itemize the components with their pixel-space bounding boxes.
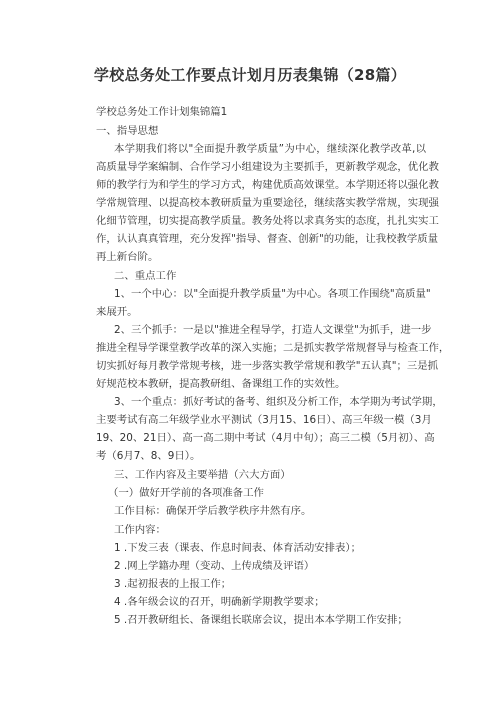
paragraph-line: 再上新台阶。: [96, 251, 159, 263]
paragraph-line: 19、20、21日）、高一高二期中考试（4月中旬）；高三二模（5月初）、高: [96, 432, 435, 444]
paragraph-line: 3、一个重点：抓好考试的备考、组织及分析工作，本学期为考试学期，: [114, 396, 443, 408]
list-item: 4 .各年级会议的召开，明确新学期教学要求；: [114, 596, 325, 608]
subsection-heading: 一、指导思想: [96, 125, 159, 137]
section-heading: 学校总务处工作计划集锦篇1: [96, 106, 228, 118]
paragraph-line: 工作内容：: [114, 524, 166, 536]
paragraph-line: 化细节管理，切实提高教学质量。教务处将以求真务实的态度，扎扎实实工: [96, 215, 439, 227]
subsection-heading: 三、工作内容及主要举措（六大方面）: [114, 469, 291, 481]
paragraph-line: 考（6月7、8、9日）。: [96, 450, 201, 462]
paragraph-line: 来展开。: [96, 306, 138, 318]
paragraph-line: 本学期我们将以"全面提升教学质量”为中心，继续深化教学改革,以: [114, 143, 426, 155]
paragraph-line: 工作目标：确保开学后教学秩序井然有序。: [114, 505, 312, 517]
paragraph-line: 师的教学行为和学生的学习方式，构建优质高效课堂。本学期还将以强化教: [96, 179, 439, 191]
list-item: 3 .起初报表的上报工作；: [114, 578, 232, 590]
paragraph-line: 高质量导学案编制、合作学习小组建设为主要抓手，更新教学观念，优化教: [96, 161, 439, 173]
subsection-heading: （一）做好开学前的各项准备工作: [108, 487, 264, 499]
list-item: 1 .下发三表（课表、作息时间表、体育活动安排表）；: [114, 542, 361, 554]
paragraph-line: 作，认认真真管理，充分发挥"指导、督查、创新"的功能，让我校教学质量: [96, 233, 439, 245]
paragraph-line: 2、三个抓手：一是以"推进全程导学，打造人文课堂"为抓手，进一步: [114, 324, 432, 336]
paragraph-line: 好规范校本教研，提高教研组、备课组工作的实效性。: [96, 378, 346, 390]
paragraph-line: 学常规管理、以提高校本教研质量为重要途径，继续落实教学常规，实现强: [96, 197, 439, 209]
paragraph-line: 1、一个中心：以"全面提升教学质量"为中心。各项工作围绕"高质量": [114, 288, 431, 300]
list-item: 5 .召开教研组长、备课组长联席会议，提出本本学期工作安排；: [114, 614, 408, 626]
paragraph-line: 推进全程导学课堂教学改革的深入实施；二是抓实教学常规督导与检查工作，: [96, 342, 450, 354]
paragraph-line: 主要考试有高二年级学业水平测试（3月15、16日）、高三年级一模（3月: [96, 414, 432, 426]
subsection-heading: 二、重点工作: [114, 270, 177, 282]
page-title: 学校总务处工作要点计划月历表集锦（28篇）: [93, 66, 407, 84]
paragraph-line: 切实抓好每月教学常规考核，进一步落实教学常规和教学"五认真"；三是抓: [96, 360, 439, 372]
list-item: 2 .网上学籍办理（变动、上传成绩及评语）: [114, 560, 315, 572]
